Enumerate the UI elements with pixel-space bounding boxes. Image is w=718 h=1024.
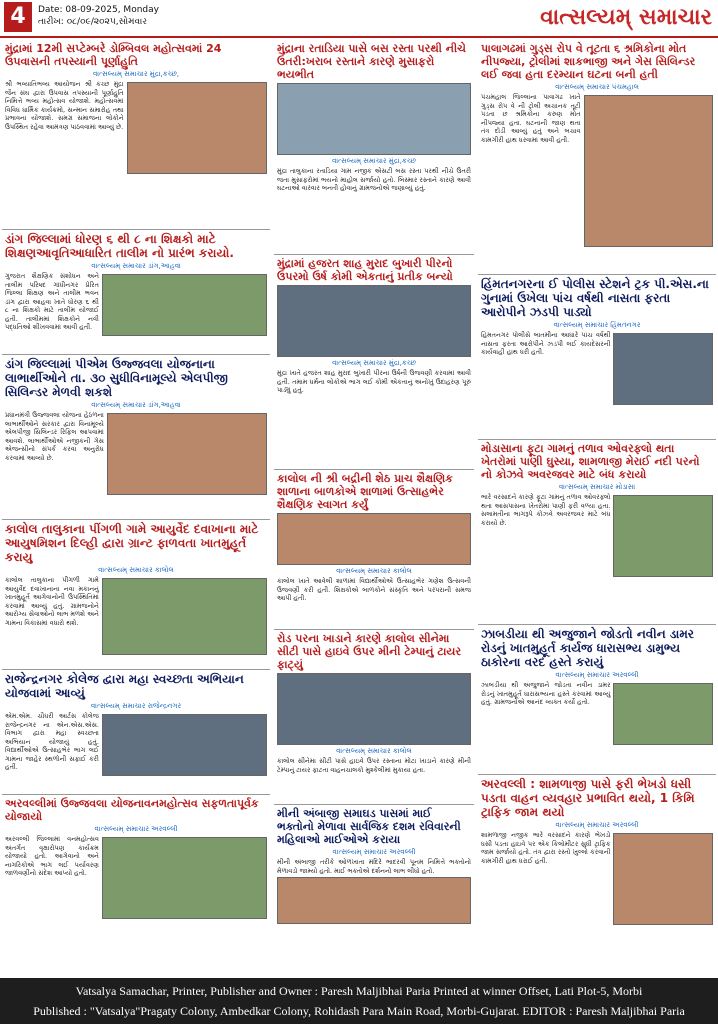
article-body: શામળાજી નજીક ભારે વરસાદને કારણે ભેખડો ધસી પડતા હાઇવે પર એક કિલોમીટર સુધી ટ્રાફિક જામ સર્જાયો હતો. તંત્ર દ્વારા રસ્તો ખુલ્લો કરવાની કામગીરી હાથ ધરાઈ હતી. bbox=[481, 831, 611, 865]
article-body: હિંમતનગર પોલીસે બાતમીના આધારે પાંચ વર્ષથી નાસતા ફરતા આરોપીને ઝડપી લઈ કાયદેસરની કાર્યવાહી હાથ ધરી હતી. bbox=[481, 331, 611, 356]
article-body: મુંદ્રા તાલુકાના રતાડિયા ગામ નજીક એસટી બસ રસ્તા પરથી નીચે ઉતરી જતા મુસાફરોમાં ભયનો માહોલ સર્જાયો હતો. બિસ્માર રસ્તાને કારણે આવી ઘટનાઓ વારંવાર બનતી હોવાનું ગ્રામજનોએ જણાવ્યું હતું. bbox=[277, 167, 471, 192]
article-shamlaji-landslide bbox=[478, 775, 716, 965]
article-headline: મુંદ્રામાં હજરત શાહ મુરાદ બુખારી પીરનો ઉપરમો ઉર્ષ કોમી એકતાનું પ્રતીક બન્યો bbox=[277, 257, 453, 283]
article-pavagadh-ropeway bbox=[478, 40, 716, 275]
article-dateline: વાત્સલ્યમ્ સમાચાર કાલોલ bbox=[336, 747, 412, 755]
article-dateline: વાત્સલ્યમ્ સમાચાર મુંદ્રા,કચ્છ bbox=[332, 157, 416, 165]
urs-gathering-photo bbox=[277, 285, 471, 357]
article-modasa-lake bbox=[478, 440, 716, 625]
article-body: કાલોલ તાલુકાના પીંગળી ગામે આયુર્વેદ દવાખાનાના નવા મકાનનું ખાતમુહૂર્ત આગેવાનોની ઉપસ્થિતિમાં કરવામાં આવ્યું હતું. ગ્રામજનોને આરોગ્ય સેવાઓનો લાભ મળશે અને ગામના વિકાસમાં વધારો થશે. bbox=[5, 576, 99, 627]
article-body: કાલોલ ખાતે આવેલી શાળામાં વિદ્યાર્થીઓએ ઉત્સાહભેર ગણેશ ઉત્સવની ઉજવણી કરી હતી. શિક્ષકોએ બાળકોને સંસ્કૃતિ અને પરંપરાની સમજ આપી હતી. bbox=[277, 577, 471, 602]
bus-photo bbox=[277, 83, 471, 155]
date-block bbox=[38, 4, 159, 28]
imprint-footer bbox=[0, 978, 718, 1024]
article-zabadiya-road bbox=[478, 625, 716, 775]
article-rajendranagar-cleanliness bbox=[2, 670, 270, 795]
imprint-line-2: Published : "Vatsalya"Pragaty Colony, Ambedkar Colony, Rohidash Para Main Road, Morbi-Gujarat. EDITOR : Paresh Maljibhai Paria bbox=[33, 1004, 685, 1018]
portrait-photo bbox=[127, 82, 267, 174]
article-dateline: વાત્સલ્યમ્ સમાચાર મુંદ્રા,કચ્છ, bbox=[92, 70, 180, 78]
article-dang-ujjwala bbox=[2, 355, 270, 520]
article-himmatnagar-police bbox=[478, 275, 716, 440]
article-headline: અરવલ્લીમાં ઉજ્જવલા યોજનાવનમહોત્સવ સફળતાપૂર્વક યોજાયો bbox=[5, 797, 259, 823]
article-headline: ઝાબડીયા થી અજુજાને જોડતો નવીન ડામર રોડનું ખાતમુહૂર્ત કાર્યજ ધારાસભ્ય ડામુભ્ય ઠાકોરના વરદ હસ્તે કરાયું bbox=[481, 627, 695, 669]
date-english: Date: 08-09-2025, Monday bbox=[38, 5, 159, 15]
imprint-line-1: Vatsalya Samachar, Printer, Publisher and Owner : Paresh Maljibhai Paria Printed at winner Offset, Lati Plot-5, Morbi bbox=[75, 984, 643, 998]
article-headline: રોડ પરના ખાડાને કારણે કાલોલ સીનેમા સીટી પાસે હાઇવે ઉપર મીની ટેમ્પાનું ટાયર ફાટ્યું bbox=[277, 632, 462, 671]
article-headline: મોડાસાના ફૂટા ગામનું તળાવ ઓવરફ્લો થતા ખેતરોમાં પાણી ઘુસ્યા, શામળાજી મેરાઈ નદી પરનો નો કોઝવે અવરજવર માટે બંધ કરાયો bbox=[481, 442, 700, 481]
article-body: મુંદ્રા ખાતે હજરત શાહ મુરાદ બુખારી પીરના ઉર્ષની ઉજવણી કરવામાં આવી હતી. તમામ ધર્મના લોકોએ ભાગ લઈ કોમી એકતાનું અનોખું ઉદાહરણ પૂરું પાડ્યું હતું. bbox=[277, 369, 471, 394]
article-headline: પાલાગઢમાં ગુડ્સ રોપ વે તૂટતા ૬ શ્રમિકોના મોત નીપજ્યા, ટ્રોલીમાં શાકભાજી અને ગેસ સિલિન્ડર લઈ જવા હતા દરમ્યાન ઘટના બની હતી bbox=[481, 42, 696, 81]
cleanliness-photo bbox=[102, 714, 267, 776]
temple-devotees-photo bbox=[277, 877, 471, 924]
article-kalol-school bbox=[274, 470, 474, 630]
article-dateline: વાત્સલ્યમ્ સમાચાર મોડાસા bbox=[558, 483, 636, 491]
road-ceremony-photo bbox=[613, 683, 713, 745]
article-body: ઝાબડીયા થી અજુજાને જોડતા નવીન ડામર રોડનું ખાતમુહૂર્ત ધારાસભ્યના હસ્તે કરવામાં આવ્યું હતું. ગ્રામજનોએ આનંદ વ્યક્ત કર્યો હતો. bbox=[481, 681, 611, 706]
article-dateline: વાત્સલ્યમ્ સમાચાર હિંમતનગર bbox=[553, 321, 641, 329]
flooded-field-photo bbox=[613, 495, 713, 577]
article-mundra-bus bbox=[274, 40, 474, 255]
article-mini-ambaji bbox=[274, 805, 474, 970]
date-gujarati: તારીખ: ૦૮/૦૯/૨૦૨૫,સોમવાર bbox=[38, 17, 147, 27]
article-headline: મુંદ્રાના રતાડિયા પાસે બસ રસ્તા પરથી નીચે ઉતરી:ખરાબ રસ્તાને કારણે મુસાફરો ભયભીત bbox=[277, 42, 466, 81]
article-body: પ્રધાનમંત્રી ઉજ્જવલા યોજના હેઠળના લાભાર્થીઓને સરકાર દ્વારા વિનામૂલ્યે એલપીજી સિલિન્ડર રિફિલ આપવામાં આવશે. લાભાર્થીઓએ નજીકની ગેસ એજન્સીનો સંપર્ક કરવા અનુરોધ કરવામાં આવ્યો છે. bbox=[5, 411, 104, 462]
article-headline: ડાંગ જિલ્લામાં ધોરણ ૬ થી ૮ ના શિક્ષકો માટે શિક્ષણઆવૃતિઆધારિત તાલીમ નો પ્રારંભ કરાયો. bbox=[5, 232, 234, 260]
article-dang-teacher-training bbox=[2, 230, 270, 355]
ujjwala-banner-photo bbox=[107, 413, 267, 495]
article-dateline: વાત્સલ્યમ્ સમાચાર ડાંગ,આહવા bbox=[91, 262, 181, 270]
article-kalol-ayurved bbox=[2, 520, 270, 670]
article-headline: રાજેન્દ્રનગર કોલેજ દ્વારા મહા સ્વચ્છતા અભિયાન યોજવામાં આવ્યું bbox=[5, 672, 244, 700]
article-body: પંચમહાલ જિલ્લાના પાવાગઢ ખાતે ગુડ્સ રોપ વે ની ટ્રોલી અચાનક તૂટી પડતા છ શ્રમિકોના કરુણ મોત નીપજ્યા હતા. ઘટનાની જાણ થતા તંત્ર દોડી આવ્યું હતું અને બચાવ કામગીરી હાથ ધરવામાં આવી હતી. bbox=[481, 93, 581, 144]
column-middle bbox=[274, 40, 474, 970]
article-body: એમ.એમ. ચૌધરી આર્ટસ કોલેજ રાજેન્દ્રનગર ના એન.એસ.એસ. વિભાગ દ્વારા મહા સ્વચ્છતા અભિયાન યોજાયું હતું. વિદ્યાર્થીઓએ ઉત્સાહભેર ભાગ લઈ ગામના જાહેર સ્થળોની સફાઈ કરી હતી. bbox=[5, 712, 99, 771]
tree-plantation-photo bbox=[102, 837, 267, 919]
article-dateline: વાત્સલ્યમ્ સમાચાર પંચમહાલ bbox=[555, 83, 639, 91]
article-body: શ્રી ભવ્યાતિભવ્ય આયોજન શ્રી કચ્છ મુંદ્રા જૈન સંઘ દ્વારા ઉપવાસ તપસ્યાની પૂર્ણાહુતિ નિમિત્તે ભવ્ય મહોત્સવ યોજાશે. મહોત્સવમાં વિવિધ ધાર્મિક કાર્યક્રમો, સન્માન સમારોહ તથા પ્રભાવના યોજાશે. સમગ્ર સમાજના લોકોને ઉપસ્થિત રહેવા આમંત્રણ પાઠવવામાં આવ્યું છે. bbox=[5, 80, 124, 131]
article-dateline: વાત્સલ્યમ્ સમાચાર રાજેન્દ્રનગર bbox=[90, 702, 182, 710]
article-dateline: વાત્સલ્યમ્ સમાચાર અરવલ્લી bbox=[332, 848, 416, 856]
article-body: કાલોલ સીનેમા સીટી પાસે હાઇવે ઉપર રસ્તાના મોટા ખાડાને કારણે મીની ટેમ્પાનું ટાયર ફાટતા વાહનચાલકો મુશ્કેલીમાં મુકાયા હતા. bbox=[277, 757, 471, 774]
article-dateline: વાત્સલ્યમ્ સમાચાર કાલોલ bbox=[98, 566, 174, 574]
article-kalol-tyre-burst bbox=[274, 630, 474, 805]
highway-pothole-photo bbox=[277, 673, 471, 745]
article-body: મીની અંબાજી તરીકે ઓળખાતા મંદિરે ભાદરવી પૂનમ નિમિત્તે ભક્તોનો મેળાવડો જામ્યો હતો. માઈ ભક્તોએ દર્શનનો લાભ લીધો હતો. bbox=[277, 858, 471, 875]
article-dateline: વાત્સલ્યમ્ સમાચાર મુંદ્રા,કચ્છ bbox=[332, 359, 416, 367]
article-aravalli-vanmahotsav bbox=[2, 795, 270, 970]
article-mundra-tapasya bbox=[2, 40, 270, 230]
ropeway-accident-photo bbox=[584, 95, 713, 247]
page-number: 4 bbox=[4, 2, 32, 32]
article-headline: કાલોલ તાલુકાના પીંગળી ગામે આયુર્વેદ દવાખાના માટે આયુષમિશન દિલ્હી દ્વારા ગ્રાન્ટ ફાળવતા ખાતમુહૂર્ત કરાયુ bbox=[5, 522, 259, 564]
school-students-photo bbox=[277, 513, 471, 565]
column-right bbox=[478, 40, 716, 970]
training-photo bbox=[102, 274, 267, 336]
newspaper-brand: વાત્સલ્યમ્ સમાચાર bbox=[540, 4, 712, 30]
police-photo bbox=[613, 333, 713, 405]
landslide-photo bbox=[613, 833, 713, 925]
article-dateline: વાત્સલ્યમ્ સમાચાર અરવલ્લી bbox=[94, 825, 178, 833]
masthead bbox=[0, 0, 718, 38]
column-left bbox=[2, 40, 270, 970]
article-headline: મુંદ્રામાં 12મી સપ્ટેમ્બરે ડોમ્બિવલ મહોત્સવમાં 24 ઉપવાસની તપસ્યાની પૂર્ણાહુતિ bbox=[5, 42, 222, 68]
article-headline: કાલોલ ની શ્રી બદ્રીની શેઠ પ્રાચ શૈક્ષણિક શાળાના બાળકોએ શાળામાં ઉત્સાહભેર શૈક્ષણિક સ્વાગત કર્યું bbox=[277, 472, 453, 511]
article-headline: મીની અંબાજી સમાઘડ પાસમાં માઈ ભક્તોનો મેળાવા સાર્વજિક દશમ રવિવારની મહિલાઓ માઈઓએ કરાયા bbox=[277, 807, 461, 846]
article-headline: અરવલ્લી : શામળાજી પાસે ફરી ભેખડો ધસી પડતા વાહન વ્યવહાર પ્રભાવિત થયો, 1 કિમિ ટ્રાફિક જામ થયો bbox=[481, 777, 695, 819]
article-body: ગુજરાત શૈક્ષણિક સંશોધન અને તાલીમ પરિષદ ગાંધીનગર પ્રેરિત જિલ્લા શિક્ષણ અને તાલીમ ભવન ડાંગ દ્વારા આહવા ખાતે ધોરણ ૬ થી ૮ ના શિક્ષકો માટે તાલીમ યોજાઈ હતી. તાલીમમાં શિક્ષકોને નવી પદ્ધતિઓ શીખવવામાં આવી હતી. bbox=[5, 272, 99, 331]
article-body: અરવલ્લી જિલ્લામાં વનમહોત્સવ અંતર્ગત વૃક્ષારોપણ કાર્યક્રમ યોજાયો હતો. આગેવાનો અને નાગરિકોએ ભાગ લઈ પર્યાવરણ જાળવણીનો સંદેશ આપ્યો હતો. bbox=[5, 835, 99, 877]
article-dateline: વાત્સલ્યમ્ સમાચાર અરવલ્લી bbox=[555, 671, 639, 679]
article-headline: ડાંગ જિલ્લામાં પીએમ ઉજ્જવલા યોજનાના લાભાર્થીઓને તા. ૩૦ સુધીવિનામૂલ્યે એલપીજી સિલિન્ડર મેળવી શકશે bbox=[5, 357, 228, 399]
article-mundra-urs bbox=[274, 255, 474, 470]
article-dateline: વાત્સલ્યમ્ સમાચાર અરવલ્લી bbox=[555, 821, 639, 829]
article-headline: હિંમતનગરના ઈ પોલીસ સ્ટેશને ટ્રક પી.એસ.ના ગુનામાં ઉખેલા પાંચ વર્ષથી નાસતા ફરતા આરોપીને ઝડપી પાડ્યો bbox=[481, 277, 709, 319]
article-body: ભારે વરસાદને કારણે ફૂટા ગામનું તળાવ ઓવરફ્લો થતા આસપાસના ખેતરોમાં પાણી ફરી વળ્યા હતા. સલામતીના ભાગરૂપે કોઝવે અવરજવર માટે બંધ કરાયો છે. bbox=[481, 493, 611, 527]
article-dateline: વાત્સલ્યમ્ સમાચાર કાલોલ bbox=[336, 567, 412, 575]
ceremony-photo bbox=[102, 578, 267, 655]
article-dateline: વાત્સલ્યમ્ સમાચાર ડાંગ,આહવા bbox=[91, 401, 181, 409]
